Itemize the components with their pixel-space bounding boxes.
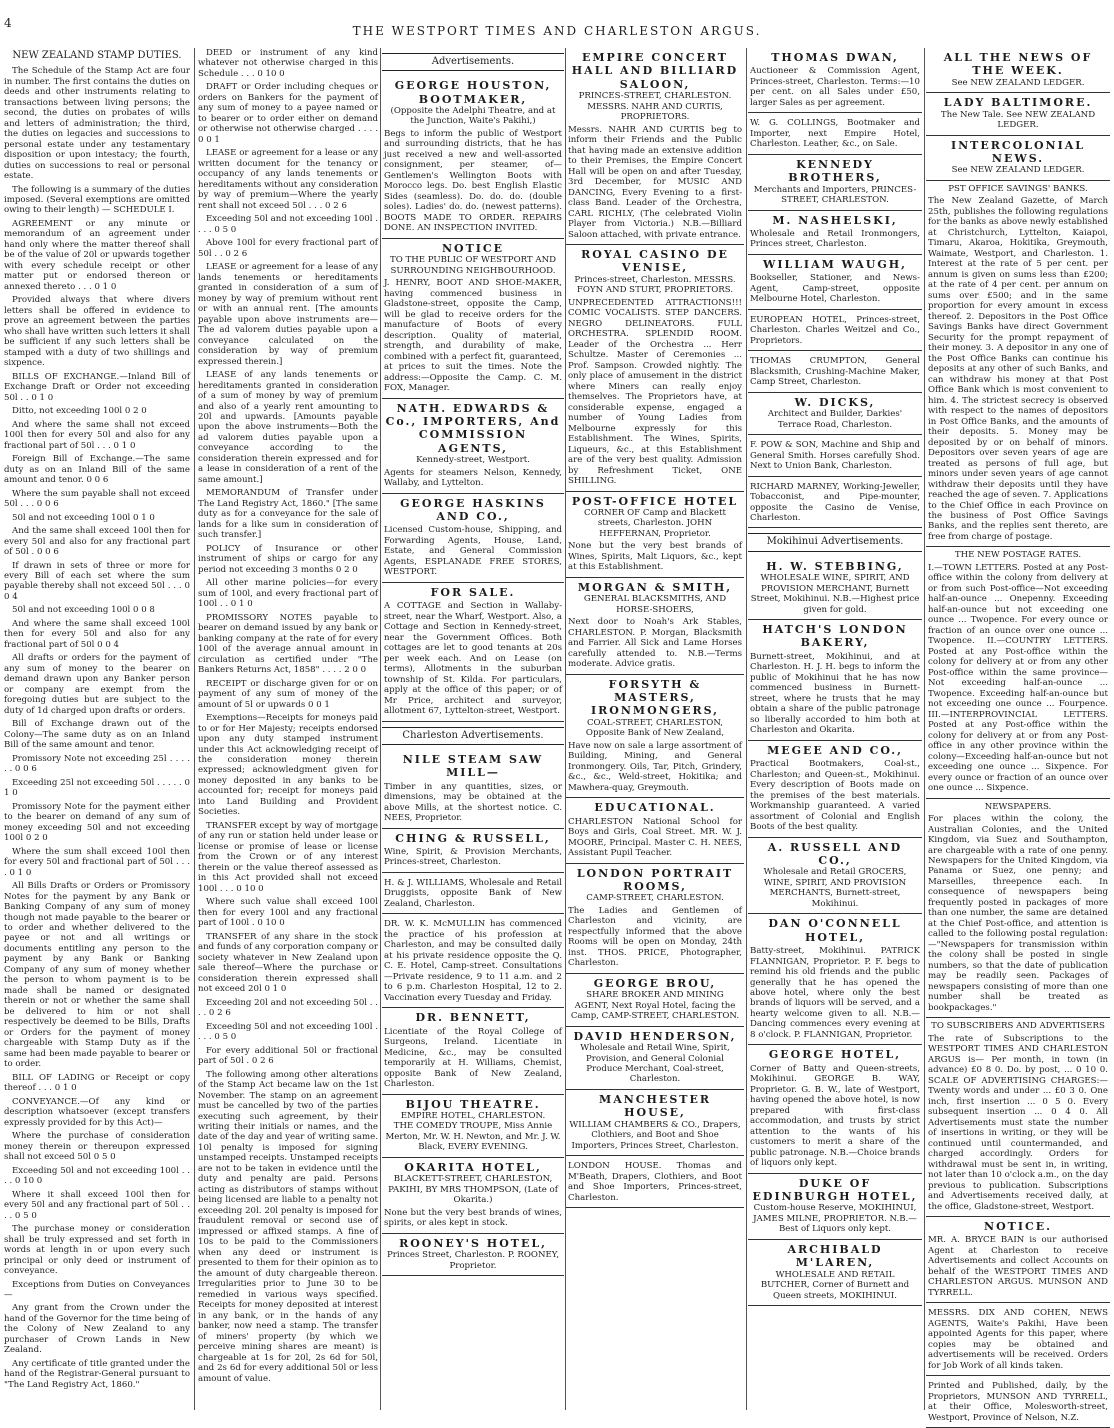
- article-body: [4, 66, 190, 1390]
- ad-stebbing: [748, 557, 922, 620]
- ad-educational: [566, 798, 744, 863]
- column-advertisements: [382, 48, 564, 1410]
- ad-title: MEGEE AND CO.,: [767, 743, 903, 757]
- paragraph: Where the purchase of consideration money therein or thereupon expressed shall not exceed 50l 0 5 0: [4, 1131, 190, 1163]
- ad-okarita: [382, 1158, 564, 1234]
- ad-intercolonial-news: [926, 136, 1110, 181]
- paragraph: Ditto, not exceeding 100l 0 2 0: [12, 406, 147, 417]
- ad-forsyth: [566, 675, 744, 799]
- ad-body: See NEW ZEALAND LEDGER.: [951, 77, 1085, 88]
- ad-title: GEORGE BROU,: [593, 976, 717, 990]
- ad-lady-baltimore: [926, 93, 1110, 135]
- ad-title: EDUCATIONAL.: [594, 801, 716, 815]
- ad-body: None but the very best brands of Wines, Spirits, Malt Liquors, &c., kept at this Establishment.: [568, 541, 742, 573]
- ad-body: SHARE BROKER AND MINING AGENT, Next Royal Hotel, facing the Camp, CAMP-STREET, CHARLESTON.: [570, 990, 740, 1022]
- ad-body: THOMAS CRUMPTON, General Blacksmith, Crushing-Machine Maker, Camp Street, Charleston.: [750, 356, 920, 388]
- ad-body: Wine, Spirit, & Provision Merchants, Princes-street, Charleston.: [384, 846, 562, 868]
- paragraph: BILL OF LADING or Receipt or copy thereof . . . 0 1 0: [4, 1072, 190, 1094]
- ad-title: ALL THE NEWS OF THE WEEK.: [943, 51, 1093, 78]
- ad-body: WILLIAM CHAMBERS & CO., Drapers, Clothiers, and Boot and Shoe Importers, Princes Street, Charleston.: [569, 1119, 741, 1151]
- ad-title: BIJOU THEATRE.: [405, 1097, 541, 1111]
- paragraph: DRAFT or Order including cheques or orders on Bankers for the payment of any sum of money to a payee named or to bearer or to order either on demand or otherwise not otherwise charged . . . . 0 0 1: [198, 82, 378, 145]
- notice-body: For places within the colony, the Australian Colonies, and the United Kingdom, via Suez and Southampton, are chargeable with a rate of one penny. Newspapers for the United Kingdom, via Panama or Suez, one penny; and Marseilles, threepence each. In consequence of newspapers being frequently posted in packages of more than one number, the same are detained at the Chief Post-office, and attention is called to the following postal regulation:—"Newspapers for transmission within the colony shall be posted in single numbers, so that the date of publication may be readily seen. Packages of newspapers consisting of more than one number shall be treated as bookpackages.": [928, 814, 1108, 1013]
- column-charleston-ads: [566, 48, 744, 1410]
- ad-dicks: [748, 393, 922, 435]
- ad-title: EMPIRE CONCERT HALL AND BILLIARD SALOON,: [571, 51, 739, 91]
- paragraph: TRANSFER except by way of mortgage of any run or station held under lease or license or promise of lease or license from the Crown or of any interest therein or the value thereof assessed as in this Act provided shall not exceed 100l . . . 0 10 0: [198, 820, 378, 894]
- notice-title: TO SUBSCRIBERS AND ADVERTISERS: [931, 1021, 1105, 1032]
- ad-title: POST-OFFICE HOTEL: [571, 494, 739, 508]
- ad-russell: [748, 838, 922, 915]
- paragraph: And where the same shall not exceed 100l then for every 50l and also for any fractional part of 50l . . . 0 1 0: [4, 419, 190, 451]
- paragraph: Where such value shall exceed 100l then for every 100l and any fractional part of 100l . 0 10 0: [198, 897, 378, 929]
- ad-houston: [382, 76, 564, 239]
- column-rule: [194, 48, 195, 1410]
- ad-title: W. DICKS,: [794, 395, 876, 409]
- ad-body: H. & J. WILLIAMS, Wholesale and Retail Druggists, opposite Bank of New Zealand, Charleston.: [384, 877, 562, 909]
- ad-title: DUKE OF EDINBURGH HOTEL,: [752, 1176, 918, 1204]
- ad-body: Corner of Batty and Queen-streets, Mokihinui. GEORGE B. WAY, Proprietor. G. B. W., late of Westport, having opened the above hotel, is now prepared with first-class accommodation, and trusts by strict attention to the wants of his customers to merit a share of the public patronage. N.B.—Choice brands of liquors only kept.: [750, 1063, 920, 1169]
- ad-title: NILE STEAM SAW MILL—: [402, 752, 544, 780]
- paragraph: LEASE of any lands tenements or hereditaments granted in consideration of a sum of money by way of premium and also of a yearly rent amounting to 20l and upwards. [Amounts payable upon the above instruments—Both the ad valorem duties payable upon a conveyance according to the consideration therein expressed and for a lease in consideration of a rent of the same amount.]: [198, 370, 378, 485]
- ad-body: WHOLESALE AND RETAIL BUTCHER, Corner of Burnett and Queen streets, MOKIHINUI.: [760, 1269, 910, 1301]
- ad-crumpton: [748, 351, 922, 392]
- ad-body: Auctioneer & Commission Agent, Princes-street, Charleston. Terms:—10 per cent. on all Sales under £50, larger Sales as per agreement.: [750, 66, 920, 108]
- ad-body: EUROPEAN HOTEL, Princes-street, Charleston. Charles Weitzel and Co., Proprietors.: [750, 314, 920, 346]
- ad-brou: [566, 974, 744, 1027]
- ad-body: WHOLESALE WINE, SPIRIT, AND PROVISION MERCHANT, Burnett Street, Mokihinui. N.B.—Highest price given for gold.: [750, 573, 920, 615]
- paragraph: If drawn in sets of three or more for every Bill of each set where the sum payable thereby shall not exceed 50l . . . 0 0 4: [4, 560, 190, 602]
- ad-bennett: [382, 1008, 564, 1094]
- ad-title: LADY BALTIMORE.: [943, 96, 1093, 110]
- ad-title: GEORGE HOTEL,: [768, 1048, 902, 1062]
- ad-subtitle: TO THE PUBLIC OF WESTPORT AND SURROUNDING NEIGHBOURHOOD.: [389, 255, 557, 276]
- paragraph: Promissory Note not exceeding 25l . . . . . . 0 0 6: [4, 753, 190, 775]
- ad-post-office-hotel: [566, 492, 744, 578]
- paragraph: 50l and not exceeding 100l 0 0 8: [12, 605, 155, 616]
- paragraph: Exceeding 50l and not exceeding 100l . . . . 0 5 0: [198, 214, 378, 235]
- paragraph: PROMISSORY NOTES payable to bearer on demand issued by any bank or banking company at the rate of for every 100l of the average annual amount in circulation as certified under "The Bankers Returns Act, 1858" . . . . 2 0 0: [198, 612, 378, 676]
- ad-title: M. NASHELSKI,: [772, 213, 898, 227]
- ad-body: THE COMEDY TROUPE, Miss Annie Merton, Mr. W. H. Newton, and Mr. J. W. Black, EVERY EVENING.: [385, 1121, 561, 1153]
- ad-body: LONDON HOUSE. Thomas and M'Beath, Drapers, Clothiers, and Boot and Shoe Importers, Princes-street, Charleston.: [568, 1161, 742, 1203]
- notice-postage-rates: [926, 547, 1110, 798]
- ad-dix-cohen: [926, 1303, 1110, 1376]
- ad-title: DAVID HENDERSON,: [573, 1029, 737, 1043]
- ad-edwards: [382, 399, 564, 494]
- ad-subtitle: BLACKETT-STREET, CHARLESTON, PAKIHI, BY MRS THOMPSON, (Late of Okarita.): [388, 1174, 558, 1206]
- ad-title: WILLIAM WAUGH,: [762, 257, 908, 271]
- ad-pow: [748, 435, 922, 476]
- ad-body: Licentiate of the Royal College of Surgeons, Ireland. Licentiate in Medicine, &c., may be consulted temporarily at H. Williams, Chemist, opposite Bank of New Zealand, Charleston.: [384, 1026, 562, 1090]
- ad-body: Begs to inform the public of Westport and surrounding districts, that he has just received a new and well-assorted consignment, per steamer, of— Gentlemen's Wellington Boots with Morocco legs. Do. best English Elastic Sides (seamless). Do. do. do. (double soles). Ladies' do. do. (newest patterns). BOOTS MADE TO ORDER. REPAIRS DONE. AN INSPECTION INVITED.: [384, 128, 562, 234]
- ad-hatch-bakery: [748, 620, 922, 741]
- paragraph: POLICY of Insurance or other instrument of ships or cargo for any period not exceeding 3 months 0 2 0: [198, 543, 378, 575]
- paragraph: And where the same shall exceed 100l then for every 50l and also for any fractional part of 50l 0 0 4: [4, 618, 190, 650]
- ad-subtitle: CAMP-STREET, CHARLESTON.: [586, 893, 724, 904]
- notice-bryce-bain: [926, 1217, 1110, 1303]
- ad-title: FOR SALE.: [430, 585, 516, 599]
- ad-body: UNPRECEDENTED ATTRACTIONS!!! COMIC VOCALISTS. STEP DANCERS. NEGRO DELINEATORS. FULL ORCHESTRA. SPLENDID ROOM. Leader of the Orchestra ... Herr Schultze. Master of Ceremonies ... Prof. Sampson. Crowded nightly. The only place of amusement in the district where Miners can really enjoy themselves. The Proprietors have, at considerable expense, engaged a number of Young Ladies from Melbourne expressly for this Establishment. The Wines, Spirits, Liqueurs, &c., at this Establishment are of the very best quality. Admission by Refreshment Ticket, ONE SHILLING.: [568, 297, 742, 487]
- paragraph: DEED or instrument of any kind whatever not otherwise charged in this Schedule . . . 0 10 0: [198, 48, 378, 79]
- ad-body: Custom-house Reserve, MOKIHINUI, JAMES MILNE, PROPRIETOR. N.B.—Best of Liquors only kept.: [753, 1203, 917, 1235]
- ad-subtitle: GENERAL BLACKSMITHS, AND HORSE-SHOERS,: [583, 594, 727, 615]
- paragraph: All drafts or orders for the payment of any sum of money to the bearer on demand drawn upon any Banker person or company are exempt from the foregoing duties but are subject to the duty of 1d charged upon drafts or orders.: [4, 653, 190, 716]
- ad-title: HATCH'S LONDON BAKERY,: [762, 623, 908, 650]
- masthead: [0, 0, 1114, 46]
- paragraph: The purchase money or consideration shall be truly expressed and set forth in words at length in or upon every such principal or only deed or instrument of conveyance.: [4, 1224, 190, 1277]
- paragraph: MEMORANDUM of Transfer under The Land Registry Act, 1860." [The same duty as for a conveyance for the sale of lands for a like sum in consideration of such transfer.]: [198, 488, 378, 541]
- ad-body: W. G. COLLINGS, Bootmaker and Importer, next Empire Hotel, Charleston. Leather, &c., on Sale.: [750, 118, 920, 150]
- ad-haskins: [382, 494, 564, 583]
- notice-title: PST OFFICE SAVINGS' BANKS.: [948, 183, 1088, 194]
- notice-body: MR. A. BRYCE BAIN is our authorised Agent at Charleston to receive Advertisements and collect Accounts on behalf of the WESTPORT TIMES AND CHARLESTON ARGUS. MUNSON AND TYRRELL.: [928, 1235, 1108, 1298]
- ad-title: FORSYTH & MASTERS, IRONMONGERS,: [590, 677, 720, 718]
- section-heading: Charleston Advertisements.: [382, 727, 564, 745]
- ad-body: Timber in any quantities, sizes, or dimensions, may be obtained at the above Mills, at the shortest notice. C. NEES, Proprietor.: [384, 781, 562, 824]
- article-heading: NEW ZEALAND STAMP DUTIES.: [12, 50, 182, 61]
- ad-title: MORGAN & SMITH,: [577, 580, 733, 594]
- ad-subtitle: EMPIRE HOTEL, CHARLESTON.: [400, 1110, 546, 1121]
- ad-body: Bookseller, Stationer, and News-Agent, Camp-street, opposite Melbourne Hotel, Charleston.: [750, 273, 920, 305]
- ad-williams: [382, 873, 564, 914]
- ad-body: None but the very best brands of wines, spirits, or ales kept in stock.: [384, 1207, 562, 1229]
- imprint-text: Printed and Published, daily, by the Proprietors, MUNSON AND TYRRELL, at their Office, Molesworth-street, Westport, Province of Nelson, N.Z.: [928, 1381, 1108, 1423]
- column-rule: [746, 48, 747, 1410]
- paragraph: CONVEYANCE.—Of any kind or description whatsoever (except transfers expressly provided for by this Act)—: [4, 1096, 190, 1128]
- notice-body: I.—TOWN LETTERS. Posted at any Post-office within the colony from delivery at or from such Post-office—Not exceeding half-an-ounce ... Onepenny. Exceeding half-an-ounce but not exceeding one ounce ... Twopence. For every ounce or fraction of an ounce over one ounce ... Twopence. II.—COUNTRY LETTERS. Posted at any Post-office within the colony for delivery at or from any other Post-office within the same province—Not exceeding half-an-ounce ... Twopence. Exceeding half-an-ounce but not exceeding one ounce ... Fourpence. III.—INTERPROVINCIAL LETTERS. Posted at any Post-office within the colony for delivery at or from any Post-office in any other province within the colony—Exceeding half-an-ounce but not exceeding one ounce ... Sixpence. For every ounce or fraction of an ounce over one ounce ... Sixpence.: [928, 562, 1108, 794]
- ad-dwan: [748, 48, 922, 113]
- ad-subtitle: PRINCES-STREET, CHARLESTON. MESSRS. NAHR AND CURTIS, PROPRIETORS.: [578, 91, 732, 123]
- paragraph: The following is a summary of the duties imposed. (Several exemptions are omitted owing to their length) — SCHEDULE I.: [4, 184, 190, 216]
- ad-mcmullin: [382, 914, 564, 1008]
- ad-body: The Ladies and Gentlemen of Charleston and vicinity, are respectfully informed that the above Rooms will be open on Monday, 24th inst. THOS. PRICE, Photographer, Charleston.: [568, 905, 742, 969]
- ad-title: MANCHESTER HOUSE,: [599, 1092, 711, 1120]
- notice-body: The rate of Subscriptions to the WESTPORT TIMES AND CHARLESTON ARGUS is— Per month, in town (in advance) £0 8 0. Do. by post, ... 0 10 0. SCALE OF ADVERTISING CHARGES:— Twenty words and under ... £0 3 0. One inch, first insertion ... 0 5 0. Every subsequent insertion ... 0 4 0. All Advertisements must state the number of insertions in writing, or they will be continued until countermanded, and charged accordingly. Orders for withdrawal must be sent in, in writing, not later than 10 o'clock a.m., on the day previous to publication. Subscriptions and Advertisements received daily, at the office, Gladstone-street, Westport.: [928, 1033, 1108, 1212]
- ad-body: Wholesale and Retail Ironmongers, Princes street, Charleston.: [750, 228, 920, 250]
- ad-body: Princes Street, Charleston. P. ROONEY, Proprietor.: [386, 1250, 560, 1271]
- ad-title: KENNEDY BROTHERS,: [788, 157, 882, 185]
- column-mokihinui-ads: [748, 48, 922, 1410]
- paragraph: TRANSFER of any share in the stock and funds of any corporation company or society whatever in New Zealand upon sale thereof—Where the purchase or consideration therein expressed shall not exceed 20l 0 1 0: [198, 931, 378, 995]
- ad-body: Messrs. NAHR AND CURTIS beg to inform their Friends and the Public that having made an extensive addition to their Premises, the Empire Concert Hall will be open on and after Tuesday, 3rd December, for MUSIC AND DANCING, Every Evening to a first-class Band. Leader of the Orchestra, CARL RICHLY, (The celebrated Violin Player from Victoria.) N.B.—Billiard Saloon attached, with private entrance.: [568, 124, 742, 240]
- ad-body: MESSRS. DIX AND COHEN, NEWS AGENTS, Waite's Pakihi, Have been appointed Agents for this paper, where copies may be obtained and advertisements will be received. Orders for Job Work of all kinds taken.: [928, 1308, 1108, 1371]
- ad-title: THOMAS DWAN,: [771, 51, 899, 64]
- ad-ching: [382, 829, 564, 873]
- notice-title: THE NEW POSTAGE RATES.: [954, 550, 1082, 561]
- ad-subtitle: (Opposite the Adelphi Theatre, and at the Junction, Waite's Pakihi,): [390, 106, 556, 127]
- ad-rooney: [382, 1234, 564, 1276]
- notice-title: NEWSPAPERS.: [984, 801, 1052, 812]
- ad-marney: [748, 477, 922, 529]
- column-notices: [926, 48, 1110, 1423]
- ad-manchester-house: [566, 1090, 744, 1156]
- paragraph: The Schedule of the Stamp Act are four in number. The first contains the duties on deeds and other instruments relating to transactions between living persons; the second, the duties on probates of wills and letters of administration; the third, the duties on legacies and successions to personal estate under any testamentary disposition or upon intestacy; the fourth, duties on successions to real or personal estate.: [4, 66, 190, 182]
- ad-title: H. W. STEBBING,: [766, 559, 904, 573]
- ad-for-sale: [382, 583, 564, 722]
- paragraph: Any grant from the Crown under the hand of the Governor for the time being of the Colony of New Zealand to any purchaser of Crown Lands in New Zealand.: [4, 1303, 190, 1356]
- ad-title: NATH. EDWARDS & Co., IMPORTERS, And COMMISSION AGENTS,: [385, 401, 561, 455]
- ad-body: Next door to Noah's Ark Stables, CHARLESTON. P. Morgan, Blacksmith and Farrier. All Sick and Lame Horses carefully attended to. N.B.—Terms moderate. Advice gratis.: [568, 617, 742, 670]
- paragraph: For every additional 50l or fractional part of 50l . 0 2 6: [198, 1045, 378, 1067]
- ad-body: Wholesale and Retail GROCERS, WINE, SPIRIT, AND PROVISION MERCHANTS, Burnett-street, Mokihinui.: [763, 867, 907, 909]
- paragraph: Exceeding 50l and not exceeding 100l . . . . 0 5 0: [198, 1021, 378, 1043]
- ad-mclaren: [748, 1240, 922, 1306]
- ad-title: DAN O'CONNELL HOTEL,: [768, 917, 902, 944]
- section-heading: Advertisements.: [382, 53, 564, 71]
- ad-kennedy-brothers: [748, 155, 922, 211]
- ad-body: Batty-street, Mokihinui. PATRICK FLANNIGAN, Proprietor. P. F. begs to remind his old friends and the public generally that he has opened the above hotel, where only the best brands of liquors will be served, and a hearty welcome given to all. N.B.—Dancing commences every evening at 8 o'clock. P. FLANNIGAN, Proprietor.: [750, 946, 920, 1040]
- ad-body: Burnett-street, Mokihinui, and at Charleston. H. J. H. begs to inform the public of Mokihinui that he has now commenced business in Burnett-street, where he trusts that he may obtain a share of the public patronage so liberally accorded to him both at Charleston and Okarita.: [750, 651, 920, 736]
- paragraph: The following among other alterations of the Stamp Act became law on the 1st November. The stamp on an agreement must be cancelled by two of the parties executing such agreement, by their writing their initials or names, and the date of the day and year of writing same. 10l penalty is imposed for signing unstamped receipts. Unstamped receipts are not to be taken in evidence until the duty and penalty are paid. Persons acting as distributors of stamps without being licensed are liable to a penalty not exceeding 20l. 20l penalty is imposed for fraudulent removal or second use of impressed or affixed stamps. A fine of 10s to be paid to the Commissioners when any deed or instrument is presented to them for their opinion as to the amount of duty chargeable thereon. Irregularities prior to June 30 to be remedied in various ways specified. Receipts for money deposited at interest in any bank, or in the hands of any banker, now need a stamp. The transfer of miners' property (by which we perceive mining shares are meant) is chargeable at 1s for 20l, 2s 6d for 50l, and 2s 6d for every additional 50l or less amount of value.: [198, 1069, 378, 1384]
- ad-empire-hall: [566, 48, 744, 245]
- paragraph: All Bills Drafts or Orders or Promissory Notes for the payment by any Bank or Banking Company of any sum of money though not made payable to the bearer or to order and whether delivered to the payee or not and all writings or documents entitling any person to the payment by any Bank or Banking Company of any sum of money whether the person to whom payment is to be made shall be named or designated therein or not or whether the same shall be delivered to him or not shall respectively be deemed to be Bills, Drafts or Orders for the payment of money chargeable with Stamp Duty as if the same had been made payable to bearer or to order.: [4, 881, 190, 1070]
- ad-title: OKARITA HOTEL,: [404, 1160, 542, 1174]
- column-stamp-duties: [4, 48, 190, 1410]
- ad-title: ROONEY'S HOTEL,: [399, 1236, 547, 1250]
- ad-body: CHARLESTON National School for Boys and Girls, Coal Street. MR. W. J. MOORE, Principal. Master C. H. NEES, Assistant Pupil Teacher.: [568, 816, 742, 859]
- ad-waugh: [748, 255, 922, 310]
- ad-all-the-news: [926, 48, 1110, 93]
- paragraph: Exceptions from Duties on Conveyances—: [4, 1279, 190, 1300]
- ad-title: A. RUSSELL AND CO.,: [767, 840, 903, 867]
- ad-body: J. HENRY, BOOT AND SHOE-MAKER, having commenced business in Gladstone-street, opposite the Camp, will be glad to receive orders for the manufacture of Boots of every description. Quality of material, strength, and durability of make, combined with a perfect fit, guaranteed, at prices to suit the times. Note the address:—Opposite the Camp. C. M. FOX, Manager.: [384, 278, 562, 394]
- ad-subtitle: Princes-street, Charleston. MESSRS. FOYN AND STURT, PROPRIETORS.: [574, 274, 736, 296]
- ad-portrait-rooms: [566, 864, 744, 974]
- ad-body: Architect and Builder, Darkies' Terrace Road, Charleston.: [767, 409, 903, 430]
- paragraph: Exceeding 20l and not exceeding 50l . . . . 0 2 6: [198, 997, 378, 1019]
- ad-body: Merchants and Importers, PRINCES-STREET, CHARLESTON.: [753, 184, 917, 206]
- ad-fox: [382, 239, 564, 399]
- ad-body: Licensed Custom-house, Shipping, and Forwarding Agents, House, Land, Estate, and General Commission Agents, ESPLANADE FREE STORES, WESTPORT.: [384, 525, 562, 578]
- ad-title: INTERCOLONIAL NEWS.: [950, 138, 1086, 166]
- ad-subtitle: Kennedy-street, Westport.: [416, 455, 530, 466]
- paragraph: Provided always that where divers letters shall be offered in evidence to prove an agreement between the parties who shall have written such letters it shall be sufficient if any such letters shall be stamped with a duty of two shillings and sixpence.: [4, 295, 190, 369]
- notice-newspapers: [926, 799, 1110, 1019]
- ad-body: See NEW ZEALAND LEDGER.: [951, 165, 1085, 176]
- newspaper-title: THE WESTPORT TIMES AND CHARLESTON ARGUS.: [352, 24, 762, 38]
- column-stamp-duties-continued: [198, 48, 378, 1410]
- ad-subtitle: COAL-STREET, CHARLESTON, Opposite Bank of New Zealand,: [585, 717, 725, 739]
- ad-nile-mill: [382, 750, 564, 829]
- ad-body: A COTTAGE and Section in Wallaby-street, near the Wharf, Westport. Also, a Cottage and Section in Kennedy-street, near the Government Offices. Both cottages are let to good tenants at 20s per week each. And on Lease (on terms), Allotments in the suburban township of St. Kilda. For particulars, apply at the office of this paper; or of Mr Price, architect and surveyor, allotment 67, Lyttelton-street, Westport.: [384, 601, 562, 717]
- paragraph: Promissory Note for the payment either to the bearer on demand of any sum of money exceeding 50l and not exceeding 100l 0 2 0: [4, 801, 190, 844]
- column-rule: [380, 48, 381, 1410]
- ad-body: RICHARD MARNEY, Working-Jeweller, Tobacconist, and Pipe-mounter, opposite the Casino de Venise, Charleston.: [750, 481, 920, 523]
- column-rule: [924, 48, 925, 1410]
- paragraph: LEASE or agreement for a lease or any written document for the tenancy or occupancy of any lands tenements or hereditaments without any consideration by way of premium—Where the yearly rent shall not exceed 50l . . . 0 2 6: [198, 148, 378, 211]
- paragraph: RECEIPT or discharge given for or on payment of any sum of money of the amount of 5l or upwards 0 0 1: [198, 678, 378, 710]
- ad-duke-of-edinburgh: [748, 1174, 922, 1240]
- notice-body: The New Zealand Gazette, of March 25th, publishes the following regulations for the banks as above newly established at Christchurch, Lyttelton, Kaiapoi, Timaru, Akaroa, Hokitika, Greymouth, Waimate, Westport, and Charleston. 1. Interest at the rate of 5 per cent. per annum is given on sums less than £200; at the rate of 4 per cent. per annum on sums over £500; and in the same proportion for every amount in excess thereof. 2. Depositors in the Post Office Savings Banks have direct Government Security for the prompt repayment of their money. 3. A depositor in any one of the Post Office Banks can continue his deposits at any other of such Banks, and can withdraw his money at that Post Office Bank which is most convenient to him. 4. The strictest secrecy is observed with respect to the names of depositors in Post Office Banks, and the amounts of their deposits. 5. Money may be deposited by or on behalf of minors. Depositors over seven years of age are treated as persons of full age, but minors under seven years of age cannot withdraw their deposits until they have reached the age of seven. 7. Applications to the Chief Office in each Province on the business of Post Office Savings Banks, and the replies sent thereto, are free from charge of postage.: [928, 196, 1108, 542]
- paragraph: AGREEMENT or any minute or memorandum of an agreement under hand only where the matter thereof shall be of the value of 20l or upwards together with every schedule receipt or other matter put or endorsed thereon or annexed thereto . . . 0 1 0: [4, 218, 190, 292]
- ad-henderson: [566, 1027, 744, 1090]
- ad-european-hotel: [748, 310, 922, 351]
- ad-george-hotel: [748, 1045, 922, 1173]
- paragraph: LEASE or agreement for a lease of any lands tenements or hereditaments granted in consideration of a sum of money by way of premium without rent or with an annual rent. [The amounts payable upon above instruments are—The ad valorem duties payable upon a conveyance calculated on the consideration by way of premium expressed therein.]: [198, 262, 378, 367]
- ad-body: Practical Bootmakers, Coal-st., Charleston; and Queen-st., Mokihinui. Every description of Boots made on the premises of the best materials. Workmanship guaranteed. A varied assortment of Colonial and English Boots of the best quality.: [750, 759, 920, 833]
- section-heading: Mokihinui Advertisements.: [748, 533, 922, 551]
- ad-bijou: [382, 1095, 564, 1158]
- paragraph: Where the sum shall exceed 100l then for every 50l and fractional part of 50l . . . . 0 1 0: [4, 846, 190, 878]
- paragraph: Where it shall exceed 100l then for every 50l and any fractional part of 50l . . . . 0 5 0: [4, 1189, 190, 1221]
- ad-title: ROYAL CASINO DE VENISE,: [581, 248, 729, 275]
- ad-title: CHING & RUSSELL,: [395, 831, 551, 845]
- ad-oconnell-hotel: [748, 914, 922, 1045]
- notice-title: NOTICE.: [984, 1219, 1052, 1233]
- ad-title: LONDON PORTRAIT ROOMS,: [576, 866, 734, 893]
- paragraph: Above 100l for every fractional part of 50l . . 0 2 6: [198, 238, 378, 259]
- ad-body: The New Tale. See NEW ZEALAND LEDGER.: [940, 109, 1096, 131]
- imprint: [926, 1376, 1110, 1428]
- ad-body: Agents for steamers Nelson, Kennedy, Wallaby, and Lyttelton.: [384, 467, 562, 489]
- ad-body: Wholesale and Retail Wine, Spirit, Provision, and General Colonial Produce Merchant, Coal-street, Charleston.: [580, 1043, 730, 1085]
- notice-savings-banks: [926, 181, 1110, 547]
- ad-title: ARCHIBALD M'LAREN,: [787, 1242, 883, 1270]
- ad-title: DR. BENNETT,: [415, 1011, 531, 1025]
- paragraph: Where the sum payable shall not exceed 50l . . . 0 0 6: [4, 488, 190, 510]
- notice-subscribers: [926, 1018, 1110, 1217]
- ad-casino-venise: [566, 245, 744, 492]
- ad-title: NOTICE: [441, 241, 505, 255]
- ad-body: DR. W. K. McMULLIN has commenced the practice of his profession at Charleston, and may be consulted daily at his private residence opposite the Q. C. E. Hotel, Camp-street. Consultations—Private residence, 9 to 11 a.m. and 2 to 6 p.m. Charleston Hospital, 12 to 2. Vaccination every Tuesday and Friday.: [384, 919, 562, 1003]
- ad-body: F. POW & SON, Machine and Ship and General Smith. Horses carefully Shod. Next to Union Bank, Charleston.: [750, 440, 920, 472]
- ad-body: Have now on sale a large assortment of Building, Mining, and General Ironmongery. Oils, Tar, Pitch, Grindery, &c., &c., Weld-street, Hokitika; and Mawhera-quay, Greymouth.: [568, 740, 742, 793]
- paragraph: 50l and not exceeding 100l 0 1 0: [12, 512, 155, 523]
- ad-london-house: [566, 1156, 744, 1208]
- ad-morgan-smith: [566, 578, 744, 675]
- ad-title: GEORGE HASKINS AND CO.,: [400, 496, 546, 523]
- ad-collings: [748, 113, 922, 154]
- paragraph: Exemptions—Receipts for moneys paid to or for Her Majesty; receipts endorsed upon any duty stamped instrument under this Act acknowledging receipt of the consideration money therein expressed; acknowledgment given for money deposited in any banks to be accounted for; receipt for moneys paid into Land Building and Provident Societies.: [198, 713, 378, 818]
- paragraph: Exceeding 50l and not exceeding 100l . . . . 0 10 0: [4, 1165, 190, 1187]
- paragraph: Exceeding 25l not exceeding 50l . . . . . 0 1 0: [4, 777, 190, 799]
- paragraph: And the same shall exceed 100l then for every 50l and also for any fractional part of 50l . 0 0 6: [4, 526, 190, 558]
- paragraph: Foreign Bill of Exchange.—The same duty as on an Inland Bill of the same amount and tenor. 0 0 6: [4, 454, 190, 486]
- ad-megee: [748, 741, 922, 838]
- paragraph: Bill of Exchange drawn out of the Colony—The same duty as on an Inland Bill of the same amount and tenor.: [4, 719, 190, 751]
- paragraph: All other marine policies—for every sum of 100l, and every fractional part of 100l . . 0 1 0: [198, 578, 378, 610]
- ad-nashelski: [748, 211, 922, 255]
- paragraph: BILLS OF EXCHANGE.—Inland Bill of Exchange Draft or Order not exceeding 50l . . 0 1 0: [4, 371, 190, 403]
- page-number: 4: [4, 16, 12, 30]
- ad-title: GEORGE HOUSTON, BOOTMAKER,: [394, 79, 552, 106]
- ad-subtitle: CORNER OF Camp and Blackett streets, Charleston. JOHN HEFFERNAN, Proprietor.: [584, 507, 726, 539]
- paragraph: Any certificate of title granted under the hand of the Registrar-General pursuant to "The Land Registry Act, 1860.": [4, 1358, 190, 1390]
